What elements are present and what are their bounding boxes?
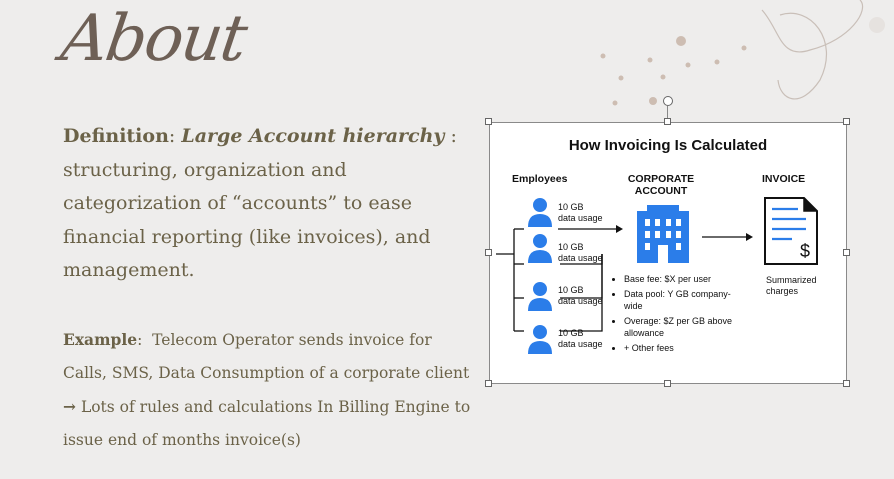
- resize-handle[interactable]: [843, 380, 850, 387]
- resize-handle[interactable]: [843, 118, 850, 125]
- invoice-document-icon: [762, 195, 820, 267]
- employee-icon: [526, 281, 556, 313]
- resize-handle[interactable]: [485, 118, 492, 125]
- resize-handle[interactable]: [843, 249, 850, 256]
- employee-icon: [526, 233, 556, 265]
- fee-item: • Base fee: $X per user: [624, 273, 749, 285]
- definition-text: structuring, organization and categorization of “accounts” to ease financial reporting (like invoices), and management.: [63, 158, 431, 281]
- employees-header: Employees: [512, 173, 568, 185]
- definition-separator: :: [444, 125, 457, 147]
- fee-item: • Data pool: Y GB company-wide: [624, 288, 749, 312]
- summary-line1: Summarized: [766, 275, 817, 285]
- example-text-after: Lots of rules and calculations In Billing Engine to issue end of months invoice(s): [63, 398, 471, 449]
- usage-amount: 10 GB: [558, 285, 584, 295]
- corporate-header-line1: CORPORATE: [627, 173, 695, 185]
- definition-term: Large Account hierarchy: [181, 125, 445, 147]
- fee-item: • Overage: $Z per GB above allowance: [624, 315, 749, 339]
- infographic-title: How Invoicing Is Calculated: [568, 137, 768, 154]
- fee-item: • + Other fees: [624, 342, 749, 354]
- svg-text:$: $: [800, 241, 811, 261]
- employee-icon: [526, 197, 556, 229]
- rotate-handle[interactable]: [663, 96, 673, 106]
- invoice-header: INVOICE: [762, 173, 806, 185]
- resize-handle[interactable]: [485, 249, 492, 256]
- resize-handle[interactable]: [664, 118, 671, 125]
- usage-label: data usage: [558, 213, 603, 223]
- employee-usage: [558, 202, 603, 224]
- usage-amount: 10 GB: [558, 202, 584, 212]
- decorative-dots: [590, 30, 760, 110]
- usage-amount: 10 GB: [558, 328, 584, 338]
- resize-handle[interactable]: [664, 380, 671, 387]
- example-text-before: Telecom Operator sends invoice for Calls, SMS, Data Consumption of a corporate client: [63, 331, 470, 382]
- usage-label: data usage: [558, 296, 603, 306]
- employee-usage: [558, 242, 603, 264]
- corporate-header-line2: ACCOUNT: [634, 185, 688, 197]
- employee-usage: [558, 285, 603, 307]
- definition-label: Definition: [63, 125, 169, 147]
- usage-label: data usage: [558, 339, 603, 349]
- employee-icon: [526, 324, 556, 356]
- usage-label: data usage: [558, 253, 603, 263]
- example-label: Example: [63, 330, 138, 349]
- arrow-icon: →: [63, 397, 76, 416]
- example-paragraph: Example: Telecom Operator sends invoice for Calls, SMS, Data Consumption of a corporate client → Lots of rules and calculations In Billing Engine to issue end of months invoice(s): [63, 330, 471, 449]
- slide-title: About: [56, 2, 250, 76]
- fee-list: [614, 273, 749, 357]
- usage-amount: 10 GB: [558, 242, 584, 252]
- infographic-image[interactable]: [489, 122, 847, 384]
- employee-usage: [558, 328, 603, 350]
- invoice-summary: [766, 275, 817, 297]
- building-icon: [635, 205, 691, 263]
- summary-line2: charges: [766, 286, 799, 296]
- resize-handle[interactable]: [485, 380, 492, 387]
- decorative-swirl: [750, 0, 894, 120]
- definition-paragraph: Definition: Large Account hierarchy : structuring, organization and categorization of “accounts” to ease financial reporting (like invoices), and management.: [63, 125, 457, 281]
